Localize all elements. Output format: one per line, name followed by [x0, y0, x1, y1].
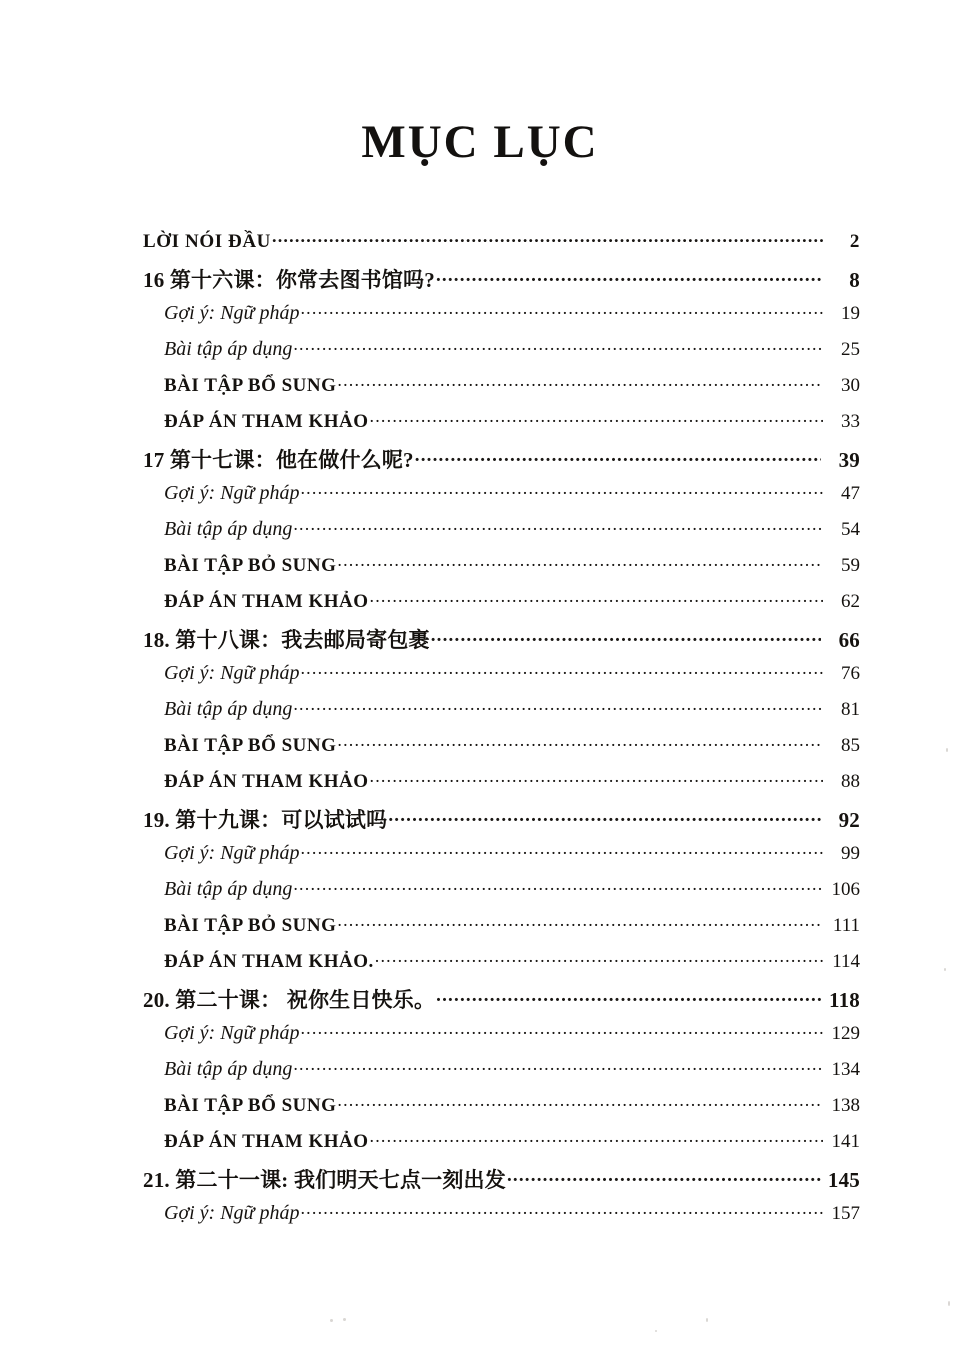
- dot-leader: [375, 948, 823, 967]
- toc-entry-page-number: 62: [841, 591, 860, 612]
- dot-leader: [293, 696, 823, 715]
- dot-leader: [272, 228, 823, 247]
- toc-entry-page-number: 134: [831, 1059, 860, 1080]
- toc-entry-page-number: 129: [831, 1023, 860, 1044]
- toc-entry-page-number: 30: [841, 375, 860, 396]
- toc-entry-label: BÀI TẬP BỔ SUNG: [164, 735, 337, 756]
- toc-entry-page-number: 39: [838, 448, 860, 472]
- dot-leader: [300, 480, 823, 499]
- toc-entry-page-number: 157: [831, 1203, 860, 1224]
- toc-entry-chapter-20[interactable]: [143, 984, 860, 1020]
- scan-artifact: [655, 1330, 657, 1332]
- dot-leader: [370, 408, 823, 427]
- toc-entry-page-number: 76: [841, 663, 860, 684]
- toc-entry-subitem[interactable]: [164, 1020, 860, 1056]
- toc-entry-label: Bài tập áp dụng: [164, 698, 293, 720]
- toc-entry-subitem[interactable]: [164, 768, 860, 804]
- toc-entry-label: 17 第十七课：他在做什么呢?: [143, 448, 414, 472]
- toc-entry-label: Gợi ý: Ngữ pháp: [164, 662, 300, 684]
- toc-entry-page-number: 92: [838, 808, 860, 832]
- toc-entry-page-number: 106: [831, 879, 860, 900]
- toc-entry-page-number: 19: [841, 303, 860, 324]
- toc-entry-label: 19. 第十九课：可以试试吗: [143, 808, 388, 832]
- toc-entry-chapter-18[interactable]: [143, 624, 860, 660]
- dot-leader: [388, 806, 821, 827]
- toc-entry-label: Bài tập áp dụng: [164, 338, 293, 360]
- toc-entry-page-number: 145: [827, 1168, 860, 1192]
- dot-leader: [337, 552, 823, 571]
- toc-entry-chapter-16[interactable]: [143, 264, 860, 300]
- dot-leader: [300, 840, 823, 859]
- toc-entry-subitem[interactable]: [164, 372, 860, 408]
- dot-leader: [293, 516, 823, 535]
- dot-leader: [300, 300, 823, 319]
- scan-artifact: [946, 748, 948, 752]
- toc-entry-label: ĐÁP ÁN THAM KHẢO: [164, 1131, 369, 1152]
- toc-entry-subitem[interactable]: [164, 912, 860, 948]
- toc-entry-page-number: 54: [841, 519, 860, 540]
- toc-entry-label: 16 第十六课：你常去图书馆吗?: [143, 268, 435, 292]
- toc-entry-label: ĐÁP ÁN THAM KHẢO: [164, 411, 369, 432]
- dot-leader: [337, 1092, 823, 1111]
- toc-entry-label: Gợi ý: Ngữ pháp: [164, 842, 300, 864]
- toc-entry-label: Gợi ý: Ngữ pháp: [164, 482, 300, 504]
- dot-leader: [293, 876, 823, 895]
- scan-artifact: [944, 968, 946, 971]
- toc-entry-subitem[interactable]: [164, 552, 860, 588]
- dot-leader: [431, 626, 821, 647]
- toc-entry-subitem[interactable]: [164, 1092, 860, 1128]
- dot-leader: [436, 986, 821, 1007]
- toc-entry-subitem[interactable]: [164, 336, 860, 372]
- dot-leader: [415, 446, 821, 467]
- toc-entry-chapter-17[interactable]: [143, 444, 860, 480]
- toc-entry-subitem[interactable]: [164, 840, 860, 876]
- toc-entry-subitem[interactable]: [164, 876, 860, 912]
- toc-entry-subitem[interactable]: [164, 408, 860, 444]
- toc-entry-label: BÀI TẬP BỎ SUNG: [164, 915, 337, 936]
- toc-entry-page-number: 25: [841, 339, 860, 360]
- scan-artifact: [330, 1319, 333, 1322]
- dot-leader: [300, 660, 823, 679]
- toc-entry-label: BÀI TẬP BỔ SUNG: [164, 375, 337, 396]
- toc-entry-page-number: 138: [831, 1095, 860, 1116]
- toc-entry-page-number: 81: [841, 699, 860, 720]
- dot-leader: [507, 1166, 821, 1187]
- dot-leader: [293, 1056, 823, 1075]
- toc-entry-page-number: 88: [841, 771, 860, 792]
- dot-leader: [337, 732, 823, 751]
- toc-entry-label: Gợi ý: Ngữ pháp: [164, 1202, 300, 1224]
- toc-entry-page-number: 114: [832, 951, 860, 972]
- toc-entry-page-number: 59: [841, 555, 860, 576]
- dot-leader: [370, 588, 823, 607]
- toc-entry-page-number: 8: [849, 268, 860, 292]
- toc-entry-label: ĐÁP ÁN THAM KHẢO.: [164, 951, 374, 972]
- toc-entry-label: Bài tập áp dụng: [164, 878, 293, 900]
- toc-entry-label: BÀI TẬP BỎ SUNG: [164, 555, 337, 576]
- toc-entry-page-number: 141: [831, 1131, 860, 1152]
- scan-artifact: [706, 1318, 708, 1322]
- toc-entry-front-matter[interactable]: [143, 228, 860, 264]
- toc-entry-subitem[interactable]: [164, 300, 860, 336]
- toc-entry-subitem[interactable]: [164, 516, 860, 552]
- toc-entry-page-number: 118: [829, 988, 860, 1012]
- toc-entry-subitem[interactable]: [164, 1128, 860, 1164]
- toc-entry-chapter-19[interactable]: [143, 804, 860, 840]
- dot-leader: [436, 266, 821, 287]
- dot-leader: [337, 372, 823, 391]
- toc-entry-subitem[interactable]: [164, 696, 860, 732]
- toc-entry-label: Gợi ý: Ngữ pháp: [164, 302, 300, 324]
- table-of-contents-list: [143, 228, 860, 1236]
- dot-leader: [370, 1128, 823, 1147]
- scan-artifact: [343, 1318, 346, 1321]
- dot-leader: [337, 912, 823, 931]
- toc-entry-label: Gợi ý: Ngữ pháp: [164, 1022, 300, 1044]
- toc-entry-subitem[interactable]: [164, 480, 860, 516]
- dot-leader: [370, 768, 823, 787]
- toc-entry-page-number: 33: [841, 411, 860, 432]
- toc-entry-subitem[interactable]: [164, 732, 860, 768]
- toc-entry-label: 21. 第二十一课: 我们明天七点一刻出发: [143, 1168, 506, 1192]
- toc-entry-subitem[interactable]: [164, 1056, 860, 1092]
- toc-entry-label: BÀI TẬP BỔ SUNG: [164, 1095, 337, 1116]
- toc-entry-label: 20. 第二十课： 祝你生日快乐。: [143, 988, 436, 1012]
- toc-entry-page-number: 47: [841, 483, 860, 504]
- dot-leader: [300, 1200, 823, 1219]
- scan-artifact: [948, 1301, 950, 1306]
- toc-entry-label: ĐÁP ÁN THAM KHẢO: [164, 771, 369, 792]
- toc-entry-page-number: 2: [849, 231, 860, 252]
- dot-leader: [293, 336, 823, 355]
- toc-entry-page-number: 111: [832, 915, 860, 936]
- page-title: MỤC LỤC: [361, 116, 599, 168]
- toc-entry-page-number: 85: [841, 735, 860, 756]
- toc-entry-label: 18. 第十八课：我去邮局寄包裹: [143, 628, 430, 652]
- toc-entry-label: LỜI NÓI ĐẦU: [143, 231, 272, 252]
- toc-entry-subitem[interactable]: [164, 660, 860, 696]
- toc-entry-subitem[interactable]: [164, 948, 860, 984]
- dot-leader: [300, 1020, 823, 1039]
- toc-entry-label: Bài tập áp dụng: [164, 518, 293, 540]
- toc-entry-page-number: 99: [841, 843, 860, 864]
- toc-entry-label: ĐÁP ÁN THAM KHẢO: [164, 591, 369, 612]
- toc-entry-subitem[interactable]: [164, 588, 860, 624]
- toc-entry-subitem[interactable]: [164, 1200, 860, 1236]
- toc-entry-label: Bài tập áp dụng: [164, 1058, 293, 1080]
- toc-entry-page-number: 66: [838, 628, 860, 652]
- toc-entry-chapter-21[interactable]: [143, 1164, 860, 1200]
